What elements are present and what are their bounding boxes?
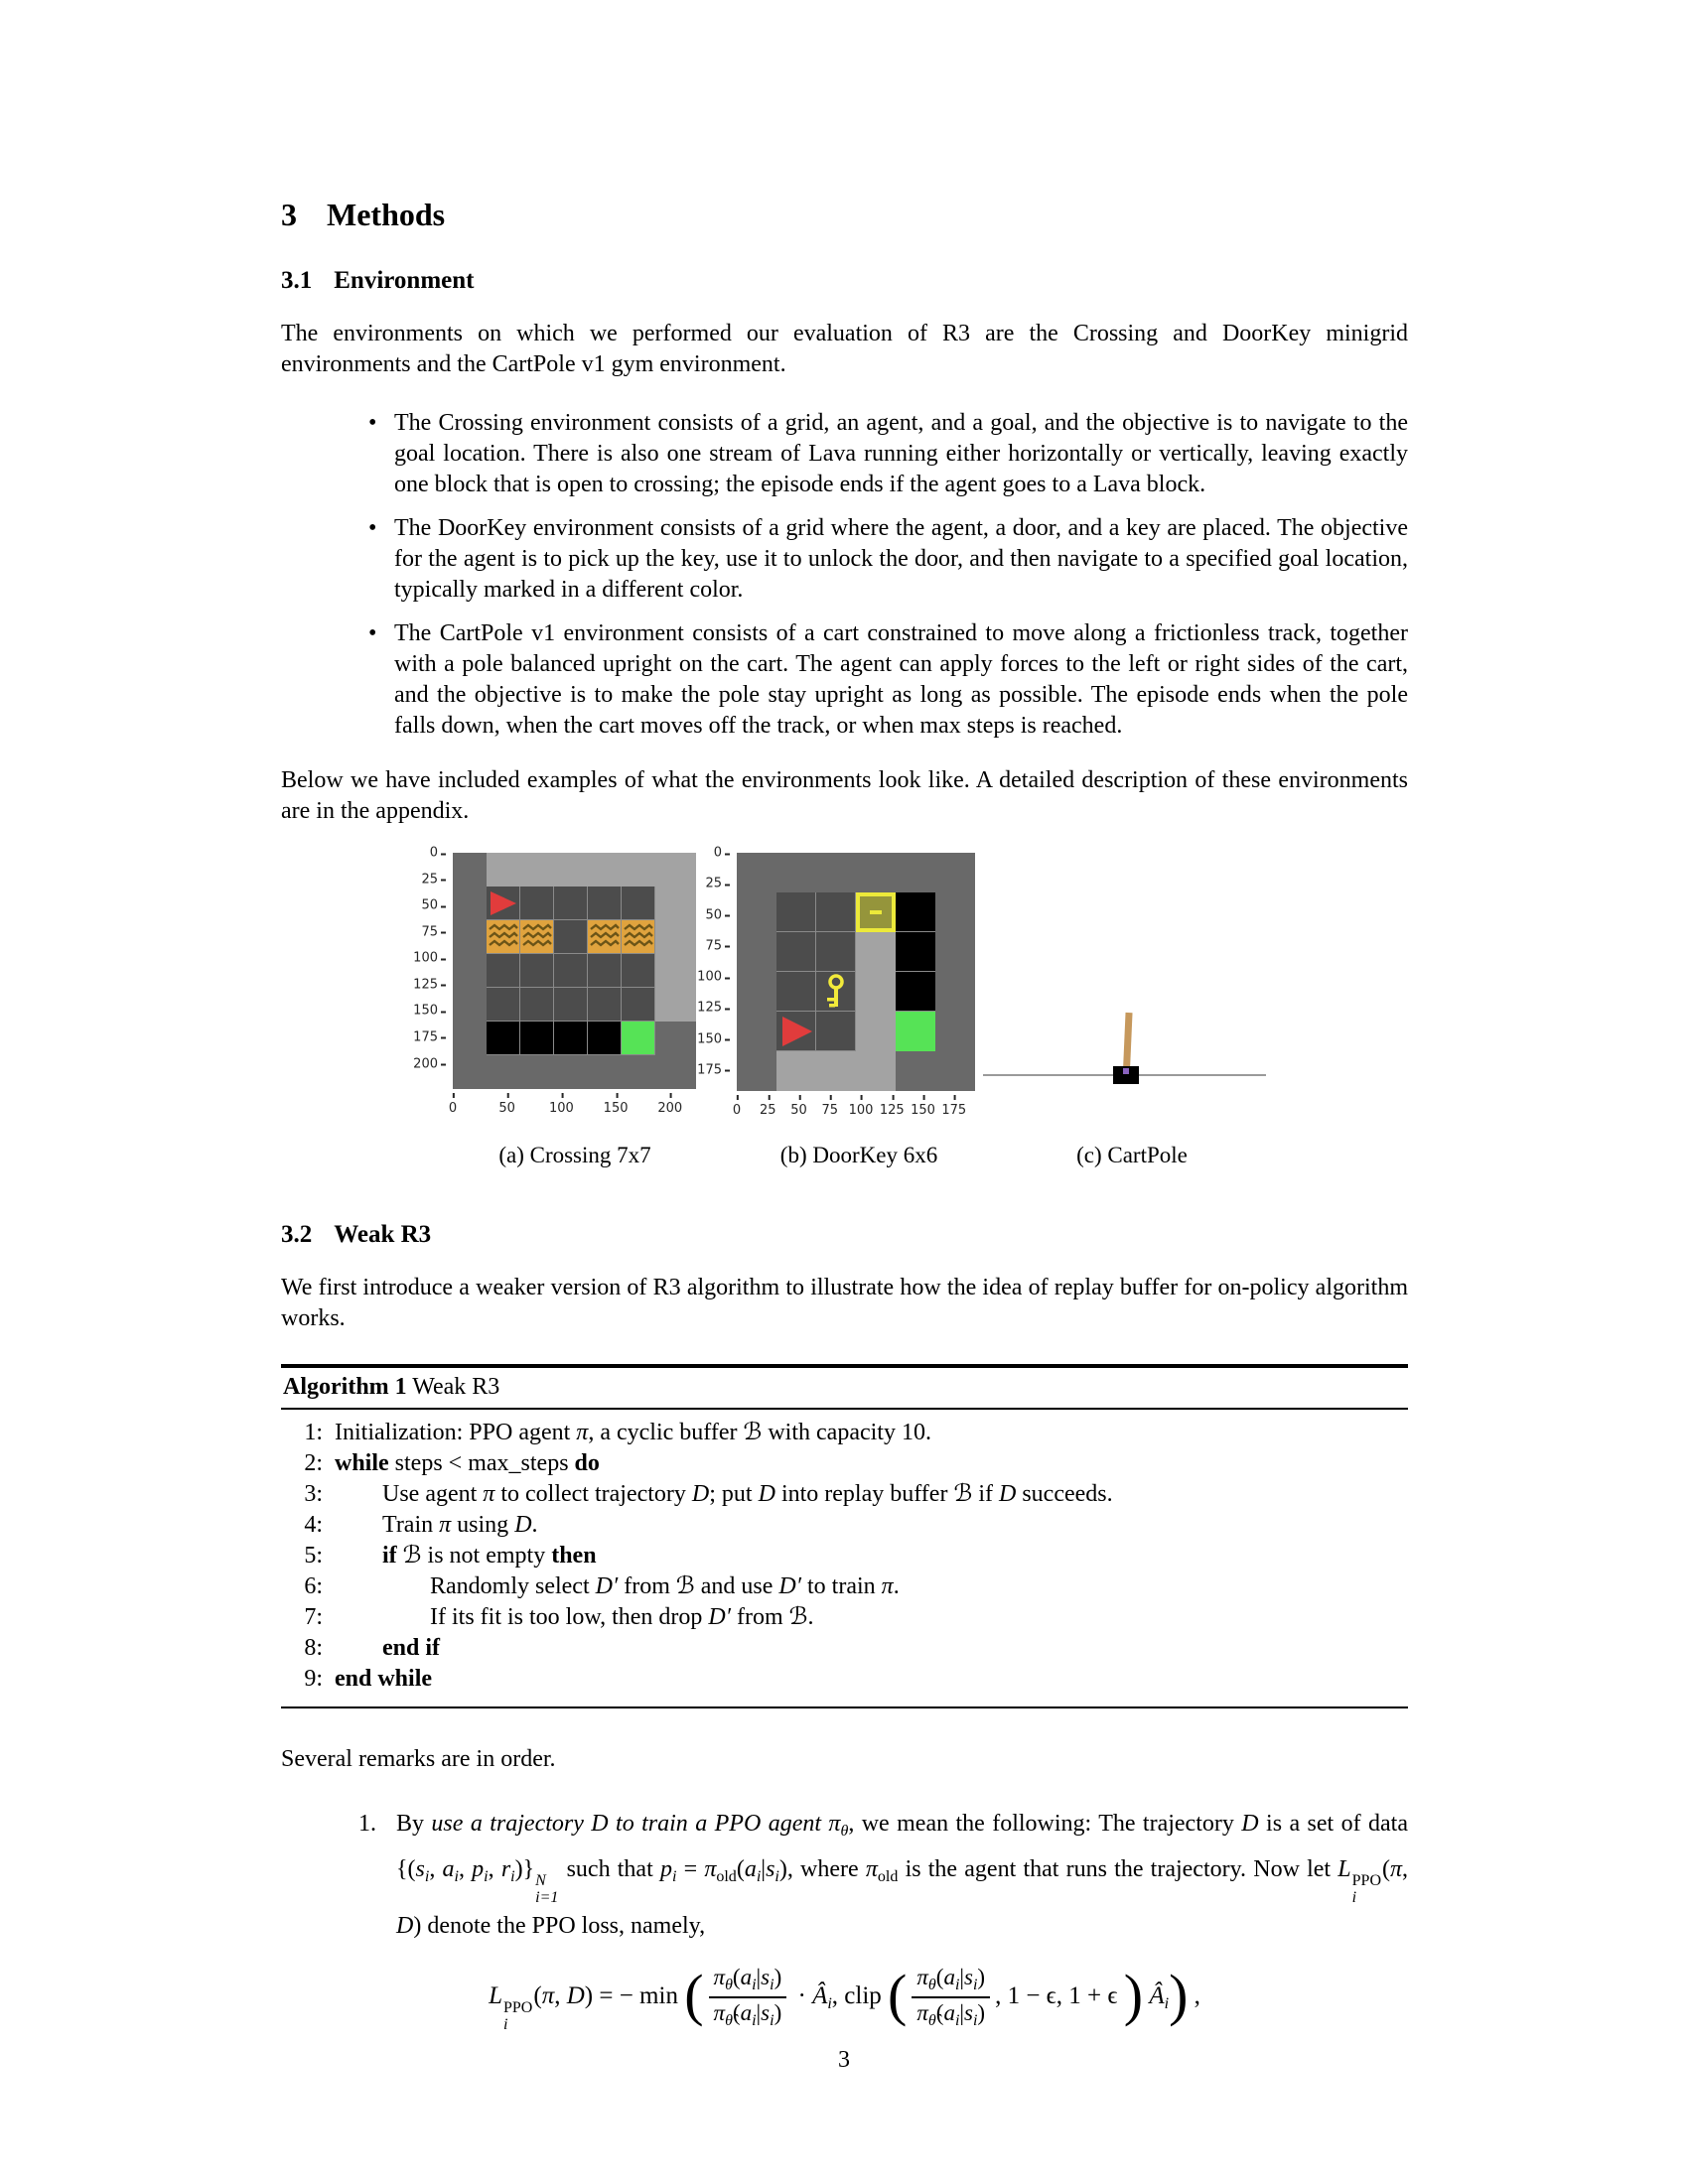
figure-caption-a: (a) Crossing 7x7	[498, 1143, 651, 1167]
wall-right	[655, 887, 696, 1022]
lava-cell	[520, 920, 554, 954]
algorithm-line-text: while steps < max_steps do	[335, 1450, 600, 1476]
paragraph-env-intro: The environments on which we performed our evaluation of R3 are the Crossing and DoorKey minigrid environments and the CartPole v1 gym environment.	[281, 321, 1408, 377]
algorithm-line	[281, 1633, 1408, 1664]
section-number: 3	[281, 197, 297, 232]
tick-label: 125	[697, 1000, 722, 1016]
goal-cell	[622, 1022, 655, 1055]
tick-label: 100	[848, 1103, 874, 1118]
lava-waves-icon	[520, 920, 554, 954]
bullet-icon: •	[368, 620, 377, 646]
algorithm-label: Algorithm 1	[283, 1374, 407, 1400]
agent-triangle-icon	[491, 891, 516, 915]
wall-vertical	[856, 932, 896, 1091]
subsection-title: Weak R3	[334, 1221, 432, 1248]
crossing-x-axis	[448, 1093, 696, 1116]
algorithm-line-text: Train π using D.	[382, 1512, 538, 1538]
algorithm-line-text: end if	[382, 1635, 441, 1661]
algorithm-title: Weak R3	[412, 1374, 500, 1400]
figure-caption-c: (c) CartPole	[1076, 1143, 1188, 1167]
tick-label: 150	[911, 1103, 935, 1118]
lava-black-row	[487, 1022, 622, 1055]
tick-label: 200	[413, 1056, 438, 1071]
tick-label: 150	[697, 1031, 722, 1046]
algorithm-line-number: 9:	[304, 1666, 323, 1692]
algorithm-line-number: 1:	[304, 1420, 323, 1445]
key-icon	[816, 972, 856, 1012]
page-content	[281, 0, 1408, 2033]
door-icon	[856, 892, 896, 932]
algorithm-line-number: 6:	[304, 1573, 323, 1599]
figure-doorkey	[697, 845, 975, 1118]
tick-label: 50	[421, 897, 438, 913]
goal-cell	[896, 1012, 935, 1051]
lava-cell	[588, 920, 622, 954]
algorithm-line-number: 2:	[304, 1450, 323, 1476]
tick-label: 50	[705, 907, 722, 922]
algorithm-line	[281, 1571, 1408, 1602]
tick-label: 25	[759, 1103, 776, 1118]
tick-label: 150	[413, 1003, 438, 1019]
algorithm-line	[281, 1541, 1408, 1571]
tick-label: 125	[879, 1103, 905, 1118]
remark-item-1	[358, 1805, 1408, 1945]
lava-waves-icon	[588, 920, 622, 954]
section-heading-methods	[281, 197, 1408, 233]
doorkey-plot	[697, 845, 975, 1118]
tick-label: 125	[413, 977, 438, 993]
paragraph-remarks-lead: Several remarks are in order.	[281, 1746, 556, 1772]
lava-cell	[487, 920, 520, 954]
tick-label: 50	[790, 1103, 807, 1118]
figure-caption-b: (b) DoorKey 6x6	[779, 1143, 938, 1167]
algorithm-header	[281, 1368, 1408, 1410]
agent-triangle-icon	[782, 1017, 812, 1046]
tick-label: 150	[603, 1101, 629, 1116]
subsection-number: 3.2	[281, 1221, 313, 1248]
lava-waves-icon	[487, 920, 520, 954]
cartpole-axle	[1123, 1068, 1129, 1074]
doorkey-x-axis	[732, 1095, 975, 1118]
figure-crossing	[413, 845, 696, 1116]
lava-cell	[622, 920, 655, 954]
tick-label: 100	[548, 1101, 574, 1116]
algorithm-line-text: Randomly select D′ from ℬ and use D′ to train π.	[430, 1573, 900, 1599]
bullet-text: The Crossing environment consists of a grid, an agent, and a goal, and the objective is to navigate to the goal location. There is also one stream of Lava running either horizontally or vertically, leaving exactly one block that is open to crossing; the episode ends if the agent goes to a Lava block.	[394, 410, 1408, 497]
wall-top	[487, 853, 696, 887]
algorithm-line	[281, 1602, 1408, 1633]
tick-label: 50	[498, 1101, 515, 1116]
subsection-heading-weak-r3	[281, 1221, 1408, 1249]
bullet-cartpole	[368, 618, 1408, 742]
algorithm-line	[281, 1664, 1408, 1695]
tick-label: 0	[448, 1101, 458, 1116]
algorithm-line-text: if ℬ is not empty then	[382, 1543, 597, 1569]
tick-label: 100	[413, 950, 438, 966]
subsection-title: Environment	[334, 267, 475, 294]
algorithm-line-number: 4:	[304, 1512, 323, 1538]
paragraph-weak-intro: We first introduce a weaker version of R3 algorithm to illustrate how the idea of replay buffer for on-policy algorithm works.	[281, 1275, 1408, 1331]
tick-label: 0	[429, 845, 438, 861]
bullet-text: The CartPole v1 environment consists of a cart constrained to move along a frictionless track, together with a pole balanced upright on the cart. The agent can apply forces to the left or right sides of the cart, and the objective is to make the pole stay upright as long as possible. The episode ends when the pole falls down, when the cart moves off the track, or when max steps is reached.	[394, 620, 1408, 739]
algorithm-line-text: Use agent π to collect trajectory D; put D into replay buffer ℬ if D succeeds.	[382, 1481, 1113, 1507]
cartpole-pole	[1123, 1013, 1133, 1070]
algorithm-line	[281, 1418, 1408, 1448]
lava-waves-icon	[622, 920, 655, 954]
tick-label: 0	[732, 1103, 742, 1118]
remark-number: 1.	[358, 1811, 376, 1837]
bullet-icon: •	[368, 515, 377, 541]
tick-label: 25	[705, 876, 722, 891]
crossing-plot	[413, 845, 696, 1116]
paragraph-env-outro: Below we have included examples of what the environments look like. A detailed description of these environments are in the appendix.	[281, 767, 1408, 824]
tick-label: 175	[941, 1103, 967, 1118]
algorithm-line-number: 5:	[304, 1543, 323, 1569]
page-number: 3	[838, 2047, 850, 2073]
section-title: Methods	[327, 197, 446, 232]
crossing-y-axis	[413, 845, 447, 1089]
remark-text: By use a trajectory D to train a PPO agent $\pi_\theta$, we mean the following: The trajectory D is a set of data {($s_i$, $a_i$, $p_i$, $r_i$)} N i=1 such that $p_i = \pi_{old}(a_i|s_i)$, where $\pi_{old}$ is the agent that runs the trajectory. Now let L PPO i (π, D) denote the PPO loss, namely,	[396, 1811, 1409, 1939]
algorithm-line-text: Initialization: PPO agent π, a cyclic buffer ℬ with capacity 10.	[335, 1420, 931, 1445]
algorithm-body	[281, 1410, 1408, 1706]
algorithm-line-number: 7:	[304, 1604, 323, 1630]
ppo-loss-equation: L PPO i (π, D) = − min ( $\frac{\pi_\theta(a_i|s_i)}{\pi_{\thetâ}(a_i|s_i)}$ · $Â_i$, clip ( $\frac{\pi_\theta(a_i|s_i)}{\pi_{\thetâ}(a_i|s_i)}$ , 1 − ϵ, 1 + ϵ ) $Â_i$) ,	[489, 1962, 1200, 2033]
tick-label: 75	[421, 924, 438, 940]
algorithm-line	[281, 1510, 1408, 1541]
algorithm-line	[281, 1448, 1408, 1479]
tick-label: 25	[421, 872, 438, 887]
tick-label: 175	[697, 1062, 722, 1078]
algorithm-block	[281, 1364, 1408, 1708]
doorkey-y-axis	[697, 845, 731, 1091]
algorithm-line	[281, 1479, 1408, 1510]
bullet-crossing	[368, 408, 1408, 500]
tick-label: 75	[821, 1103, 839, 1118]
tick-label: 0	[713, 845, 722, 861]
bullet-icon: •	[368, 410, 377, 436]
algorithm-line-text: end while	[335, 1666, 433, 1692]
tick-label: 175	[413, 1029, 438, 1045]
environment-bullet-list	[368, 408, 1408, 742]
algorithm-line-number: 3:	[304, 1481, 323, 1507]
algorithm-line-text: If its fit is too low, then drop D′ from ℬ.	[430, 1604, 814, 1630]
algorithm-line-number: 8:	[304, 1635, 323, 1661]
figure-cartpole	[983, 878, 1266, 1111]
wall-bottom	[776, 1051, 856, 1091]
tick-label: 100	[697, 969, 722, 985]
bullet-doorkey	[368, 513, 1408, 606]
subsection-heading-environment	[281, 267, 1408, 295]
subsection-number: 3.1	[281, 267, 313, 294]
figure-row	[281, 843, 1408, 1175]
tick-label: 200	[657, 1101, 683, 1116]
tick-label: 75	[705, 938, 722, 954]
black-column	[896, 892, 935, 1012]
bullet-text: The DoorKey environment consists of a grid where the agent, a door, and a key are placed. The objective for the agent is to pick up the key, use it to unlock the door, and then navigate to a specified goal location, typically marked in a different color.	[394, 515, 1408, 603]
